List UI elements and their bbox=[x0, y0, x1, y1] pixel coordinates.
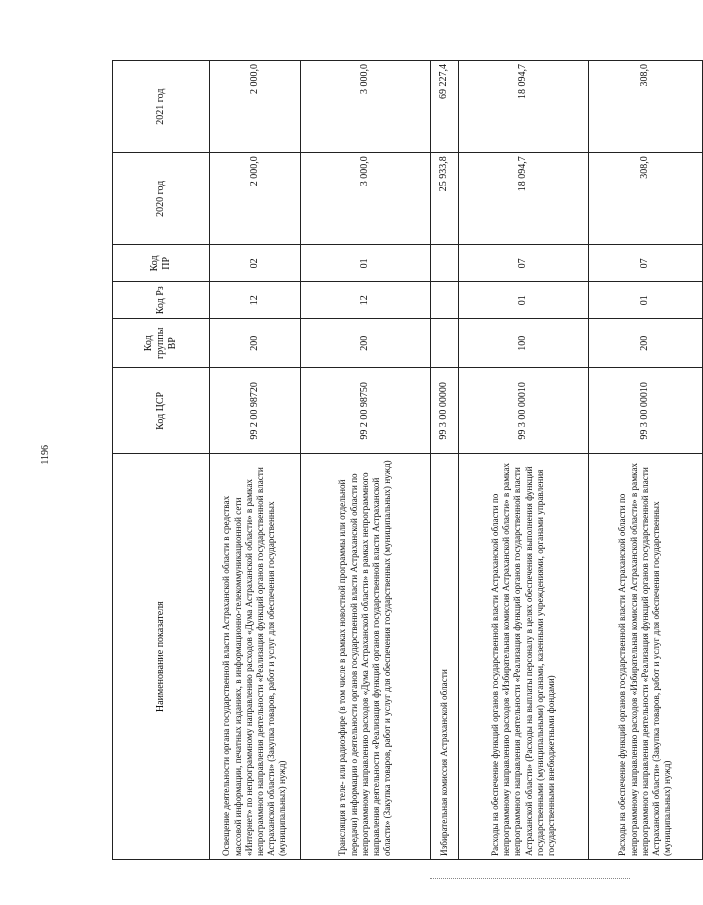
row-name: Освещение деятельности органа государственной власти Астраханской области в средствах массовой информации, печатных изданиях, в информационно-телекоммуникационной сети «Интернет» по непрограммному направлению расходов «Дума Астраханской области» в рамках непрограммного направления деятельности «Реализация функций органов государственной власти Астраханской области» (Закупка товаров, работ и услуг для обеспечения государственных (муниципальных) нужд) bbox=[210, 454, 301, 860]
header-name: Наименование показателя bbox=[113, 454, 210, 860]
row-vr: 200 bbox=[589, 319, 703, 368]
row-2021: 69 227,4 bbox=[431, 61, 459, 153]
table-row bbox=[210, 61, 301, 860]
budget-table bbox=[112, 60, 703, 860]
row-pr: 07 bbox=[589, 245, 703, 282]
row-name: Расходы на обеспечение функций органов государственной власти Астраханской области по непрограммному направлению расходов «Избирательная комиссия Астраханской области» в рамках непрограммного направления деятельности «Реализация функций органов государственной власти Астраханской области» (Закупка товаров, работ и услуг для обеспечения государственных (муниципальных) нужд) bbox=[589, 454, 703, 860]
row-rz: 01 bbox=[589, 282, 703, 319]
divider bbox=[430, 878, 630, 879]
row-2021: 18 094,7 bbox=[459, 61, 589, 153]
row-csr: 99 2 00 98720 bbox=[210, 368, 301, 454]
row-pr bbox=[431, 245, 459, 282]
header-pr: Код ПР bbox=[113, 245, 210, 282]
table-row bbox=[459, 61, 589, 860]
row-2021: 3 000,0 bbox=[301, 61, 431, 153]
row-2021: 2 000,0 bbox=[210, 61, 301, 153]
row-name: Трансляция в теле- или радиоэфире (в том числе в рамках новостной программы или отдельной передачи) информации о деятельности органов государственной власти Астраханской области по непрограммному направлению расходов «Дума Астраханской области» в рамках непрограммного направления деятельности «Реализация функций органов государственной власти Астраханской области» (Закупка товаров, работ и услуг для обеспечения государственных (муниципальных) нужд) bbox=[301, 454, 431, 860]
row-vr bbox=[431, 319, 459, 368]
page-number: 1196 bbox=[40, 445, 51, 465]
row-2021: 308,0 bbox=[589, 61, 703, 153]
table-row bbox=[301, 61, 431, 860]
row-rz bbox=[431, 282, 459, 319]
row-csr: 99 3 00 00000 bbox=[431, 368, 459, 454]
table-row bbox=[431, 61, 459, 860]
row-vr: 100 bbox=[459, 319, 589, 368]
row-2020: 3 000,0 bbox=[301, 153, 431, 245]
row-2020: 2 000,0 bbox=[210, 153, 301, 245]
header-vr: Код группы ВР bbox=[113, 319, 210, 368]
header-2021: 2021 год bbox=[113, 61, 210, 153]
row-rz: 01 bbox=[459, 282, 589, 319]
header-2020: 2020 год bbox=[113, 153, 210, 245]
row-vr: 200 bbox=[210, 319, 301, 368]
row-csr: 99 3 00 00010 bbox=[589, 368, 703, 454]
row-csr: 99 2 00 98750 bbox=[301, 368, 431, 454]
row-2020: 25 933,8 bbox=[431, 153, 459, 245]
row-2020: 308,0 bbox=[589, 153, 703, 245]
row-pr: 07 bbox=[459, 245, 589, 282]
row-name: Расходы на обеспечение функций органов государственной власти Астраханской области по непрограммному направлению расходов «Избирательная комиссия Астраханской области» в рамках непрограммного направления деятельности «Реализация функций органов государственной власти Астраханской области» (Расходы на выплаты персоналу в целях обеспечения выполнения функций государственными (муниципальными) органами, казенными учреждениями, органами управления государственными внебюджетными фондами) bbox=[459, 454, 589, 860]
rotated-table-wrapper bbox=[112, 60, 673, 860]
table-header-row bbox=[113, 61, 210, 860]
header-rz: Код Рз bbox=[113, 282, 210, 319]
row-pr: 01 bbox=[301, 245, 431, 282]
row-vr: 200 bbox=[301, 319, 431, 368]
row-csr: 99 3 00 00010 bbox=[459, 368, 589, 454]
row-2020: 18 094,7 bbox=[459, 153, 589, 245]
table-row bbox=[589, 61, 703, 860]
row-name: Избирательная комиссия Астраханской области bbox=[431, 454, 459, 860]
row-rz: 12 bbox=[210, 282, 301, 319]
row-pr: 02 bbox=[210, 245, 301, 282]
header-csr: Код ЦСР bbox=[113, 368, 210, 454]
row-rz: 12 bbox=[301, 282, 431, 319]
